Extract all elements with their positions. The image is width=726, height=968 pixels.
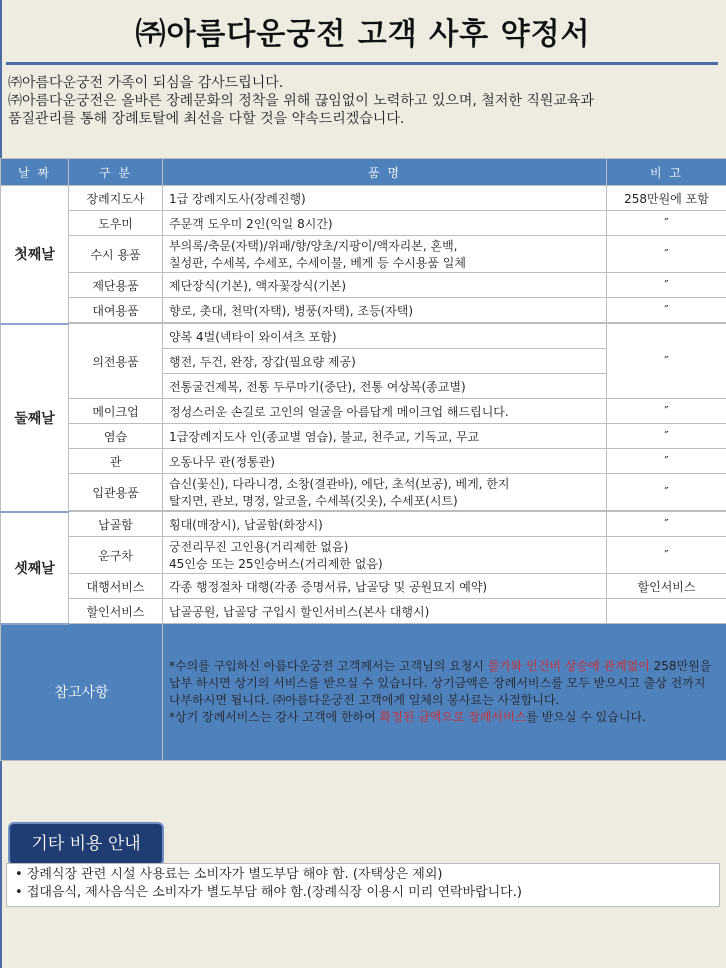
header-day: 날 짜 [1,159,69,186]
etc-cost-title: 기타 비용 안내 [8,822,164,866]
item-cell: 1급장례지도사 인(종교별 염습), 불교, 천주교, 기독교, 무교 [163,424,607,449]
item-cell: 정성스러운 손길로 고인의 얼굴을 아름답게 메이크업 해드립니다. [163,399,607,424]
item-cell: 각종 행정절차 대행(각종 증명서류, 납골당 및 공원묘지 예약) [163,574,607,599]
reference-text-part: 258만원을 납부 하시면 상기의 서비스를 받으실 수 있습니다. 상기금액은 장례서비스를 모두 받으시고 출상 전까지 나부하시면 됩니다. ㈜아름다운궁전 고객에게 일체의 봉사료는 사절합니다. [169,659,712,707]
intro-text [8,74,718,128]
item-line: 탈지면, 관보, 명정, 알코올, 수세복(깃옷), 수세포(시트) [169,494,458,508]
reference-paragraph [169,709,720,726]
day-label: 셋째날 [1,512,69,624]
note-cell: ″ [607,424,726,449]
table-row [1,474,726,511]
category-cell: 도우미 [69,211,163,236]
item-cell: 1급 장례지도사(장례진행) [163,186,607,211]
note-cell: ″ [607,449,726,474]
category-cell: 염습 [69,424,163,449]
table-row [1,186,726,211]
day-label: 둘째날 [1,324,69,512]
page-title: ㈜아름다운궁전 고객 사후 약정서 [135,17,591,52]
item-cell: 행전, 두건, 완장, 장갑(필요량 제공) [163,349,607,374]
table-row [1,298,726,323]
note-cell: ″ [607,474,726,511]
category-cell: 수시 용품 [69,236,163,273]
note-cell: ″ [607,324,726,399]
table-row [1,273,726,298]
service-table [0,158,726,761]
reference-text-part: *수의를 구입하신 아름다운궁전 고객께서는 고객님의 요청시 [169,659,488,673]
table-row [1,236,726,273]
category-cell: 메이크업 [69,399,163,424]
item-cell [163,537,607,574]
category-cell: 대여용품 [69,298,163,323]
item-cell: 주문객 도우미 2인(익일 8시간) [163,211,607,236]
list-item-text: 접대음식, 제사음식은 소비자가 별도부담 해야 함.(장례식장 이용시 미리 연락바랍니다.) [26,885,522,900]
item-line: 칠성판, 수세복, 수세포, 수세이불, 베게 등 수시용품 일체 [169,256,466,270]
item-line: 45인승 또는 25인승버스(거리제한 없음) [169,557,383,571]
note-cell [607,599,726,624]
day-label: 첫째날 [1,186,69,324]
item-cell: 납골공원, 납골당 구입시 할인서비스(본사 대행시) [163,599,607,624]
category-cell: 장례지도사 [69,186,163,211]
category-cell: 대행서비스 [69,574,163,599]
item-cell: 향로, 촛대, 천막(자택), 병풍(자택), 조등(자택) [163,298,607,323]
item-cell: 제단장식(기본), 액자꽃장식(기본) [163,273,607,298]
reference-label: 참고사항 [1,624,163,761]
header-item: 품 명 [163,159,607,186]
intro-line: ㈜아름다운궁전은 올바른 장례문화의 정착을 위해 끊임없이 노력하고 있으며, 철저한 직원교육과 [8,93,594,109]
table-row [1,512,726,537]
intro-line: 품질관리를 통해 장례토탈에 최선을 다할 것을 약속드리겠습니다. [8,111,405,127]
category-cell: 관 [69,449,163,474]
reference-text [163,624,726,761]
category-cell: 입관용품 [69,474,163,511]
table-row [1,324,726,349]
category-cell: 의전용품 [69,324,163,399]
note-cell: ″ [607,537,726,574]
item-cell [163,236,607,273]
category-cell: 할인서비스 [69,599,163,624]
list-item: • 장례식장 관련 시설 사용료는 소비자가 별도부담 해야 함. (자택상은 제외) [15,867,443,882]
item-line: 습신(꽃신), 다라니경, 소창(결관바), 에단, 초석(보공), 베게, 한지 [169,477,510,491]
title-divider [6,62,718,65]
category-cell: 납골함 [69,512,163,537]
note-cell: ″ [607,236,726,273]
list-item-text: 장례식장 관련 시설 사용료는 소비자가 별도부담 해야 함. (자택상은 제외) [26,867,443,882]
table-row [1,211,726,236]
table-row [1,574,726,599]
reference-text-part: *상기 장례서비스는 강사 고객에 한하여 [169,710,380,724]
table-row [1,399,726,424]
reference-highlight: 확정된 금액으로 장례서비스 [379,710,527,724]
note-cell: ″ [607,273,726,298]
reference-row [1,624,726,761]
reference-paragraph [169,658,720,709]
header-note: 비 고 [607,159,726,186]
list-item: • 접대음식, 제사음식은 소비자가 별도부담 해야 함.(장례식장 이용시 미리 연락바랍니다.) [15,885,522,900]
note-cell: ″ [607,512,726,537]
item-line: 부의록/축문(자택)/위패/향/양초/지팡이/액자리본, 혼백, [169,239,458,253]
category-cell: 제단용품 [69,273,163,298]
table-row [1,449,726,474]
item-line: 궁전리무진 고인용(거리제한 없음) [169,540,349,554]
category-cell: 운구차 [69,537,163,574]
reference-highlight: 물가와 인건비 상승에 관계없이 [487,659,650,673]
etc-cost-list [6,863,720,907]
item-cell: 횡대(매장시), 납골함(화장시) [163,512,607,537]
reference-text-part: 를 받으실 수 있습니다. [526,710,646,724]
note-cell: ″ [607,298,726,323]
note-cell: 258만원에 포함 [607,186,726,211]
item-cell: 오동나무 관(정통관) [163,449,607,474]
intro-line: ㈜아름다운궁전 가족이 되심을 감사드립니다. [8,75,284,91]
header-category: 구 분 [69,159,163,186]
note-cell: ″ [607,211,726,236]
item-cell [163,474,607,511]
table-row [1,424,726,449]
table-row [1,599,726,624]
table-row [1,537,726,574]
note-cell: ″ [607,399,726,424]
item-cell: 양복 4벌(넥타이 와이셔츠 포함) [163,324,607,349]
item-cell: 전통굴건제복, 전통 두루마기(중단), 전통 여상복(종교별) [163,374,607,399]
note-cell: 할인서비스 [607,574,726,599]
